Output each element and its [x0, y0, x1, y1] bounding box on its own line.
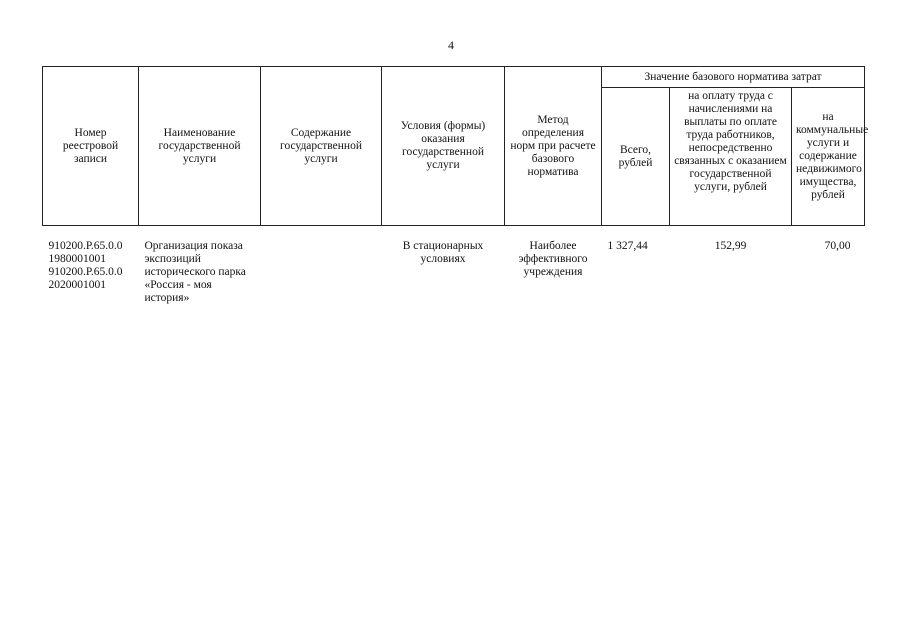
registry-line: 2020001001	[48, 279, 106, 291]
cell-utilities: 70,00	[824, 240, 851, 252]
table-row	[43, 236, 865, 309]
header-utilities: на коммунальные услуги и содержание недвижимого имущества, рублей	[792, 88, 865, 226]
header-total: Всего, рублей	[602, 88, 670, 226]
page-number: 4	[448, 38, 454, 52]
cell-labor: 152,99	[714, 240, 747, 252]
header-service-content: Содержание государственной услуги	[261, 67, 382, 226]
cell-registry-number	[43, 236, 139, 309]
header-registry-number: Номер реестровой записи	[43, 67, 139, 226]
registry-line: 910200.Р.65.0.0	[48, 266, 123, 278]
cell-service-name: Организация показа экспозиций исторического парка «Россия - моя история»	[144, 240, 246, 304]
cell-total: 1 327,44	[607, 240, 648, 252]
cell-method: Наиболее эффективного учреждения	[518, 240, 588, 278]
header-base-norm-group: Значение базового норматива затрат	[602, 67, 865, 88]
header-labor: на оплату труда с начислениями на выплаты по оплате труда работников, непосредственно связанных с оказанием государственной услуги, рублей	[670, 88, 792, 226]
cell-service-content	[261, 236, 382, 309]
header-conditions: Условия (формы) оказания государственной услуги	[382, 67, 505, 226]
registry-line: 910200.Р.65.0.0	[48, 240, 123, 252]
header-method: Метод определения норм при расчете базового норматива	[505, 67, 602, 226]
registry-line: 1980001001	[48, 253, 106, 265]
cell-conditions: В стационарных условиях	[402, 240, 484, 265]
norms-table	[42, 66, 869, 309]
header-service-name: Наименование государственной услуги	[139, 67, 261, 226]
